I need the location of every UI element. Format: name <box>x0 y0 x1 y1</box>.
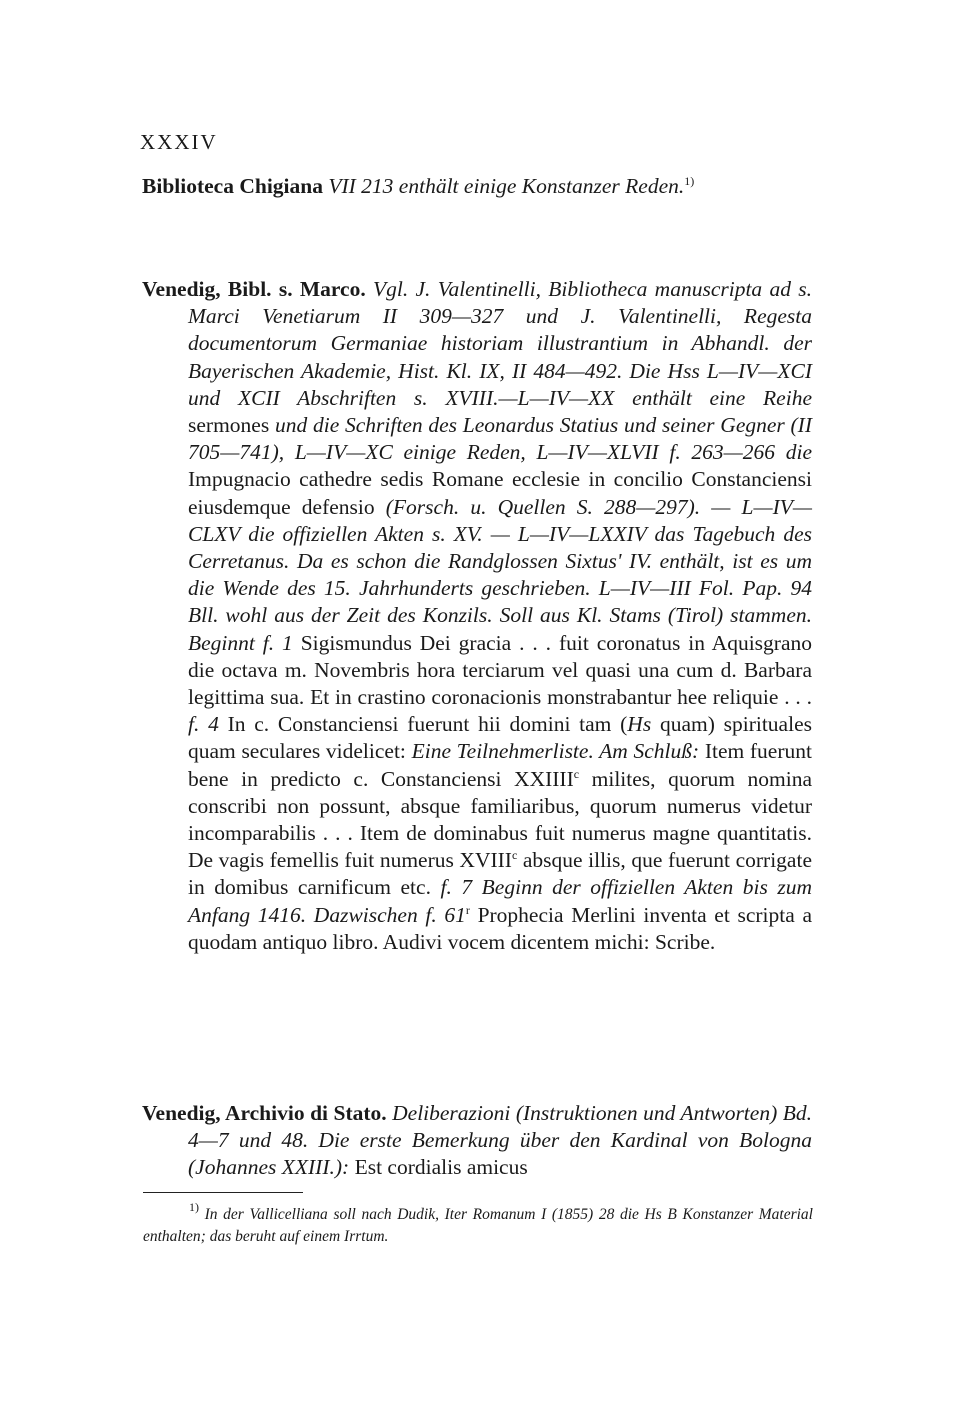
entry-text-roman: Prophecia Merlini inventa et scripta a quodam antiquo libro. Audivi vocem dicentem michi: Scribe. <box>188 902 812 954</box>
footnote <box>143 1200 813 1248</box>
entry-text-roman: milites, quorum nomina conscribi non possunt, absque familiaribus, quorum numerus videtur incomparabilis . . . Item de dominabus fuit numerus magne quantitatis. De vagis femellis fuit numerus XVIII <box>188 766 813 873</box>
entry-text-italic: Vgl. J. Valentinelli, Bibliotheca manuscripta ad s. Marci Venetiarum II 309—327 und J. Valentinelli, Regesta documentorum Germaniae historiam illustrantium in Abhandl. der Bayerischen Akademie, Hist. Kl. IX, II 484—492. Die Hss L—IV—XCI und XCII Abschriften s. XVIII.—L—IV—XX enthält eine Reihe <box>188 277 812 410</box>
entry-text-roman: Sigismundus Dei gracia . . . fuit coronatus in Aquisgrano die octava m. Novembris hora terciarum vel quasi una cum d. Barbara legittima sua. Et in crastino coronacionis monstrabantur hee reliquie . . . <box>188 630 812 710</box>
entry-text-roman: Item fuerunt bene in predicto c. Constanciensi XXIIII <box>188 739 812 791</box>
entry-text-roman: Impugnacio cathedre sedis Romane ecclesie in concilio Constanciensi eiusdemque defensio <box>188 467 812 519</box>
entry-text-italic: f. 4 <box>188 712 219 737</box>
entry-text-roman: absque illis, que fuerunt corrigate in domibus carnificum etc. <box>188 848 812 900</box>
superscript: c <box>573 766 580 781</box>
entry-text-roman: Est cordialis amicus <box>349 1155 528 1180</box>
entry-text-italic: f. 7 Beginn der offiziellen Akten bis zum Anfang 1416. Dazwischen f. 61 <box>188 875 812 927</box>
entry-text-italic: (Forsch. u. Quellen S. 288—297). — L—IV—CLXV die offiziellen Akten s. XV. — L—IV—LXXIV das Tagebuch des Cerretanus. Da es schon die Randglossen Sixtus' IV. enthält, ist es um die Wende des 15. Jahrhunderts geschrieben. L—IV—III Fol. Pap. 94 Bll. wohl aus der Zeit des Konzils. Soll aus Kl. Stams (Tirol) stammen. Beginnt f. 1 <box>188 494 812 655</box>
entry-text-roman: quam) spirituales quam seculares videlicet: <box>188 712 812 764</box>
entry-heading: Venedig, Bibl. s. Marco. <box>142 277 366 301</box>
entry-text-roman: sermones <box>188 413 275 438</box>
entry-text-italic: Hs <box>627 712 652 737</box>
footnote-rule <box>143 1192 303 1193</box>
entry-heading: Biblioteca Chigiana <box>142 174 323 198</box>
footnote-reference: 1) <box>684 174 695 188</box>
entry-text: VII 213 enthält einige Konstanzer Reden. <box>322 174 685 198</box>
entry-biblioteca-chigiana <box>142 173 812 200</box>
entry-heading: Venedig, Archivio di Stato. <box>142 1101 387 1125</box>
entry-text-italic: Deliberazioni (Instruktionen und Antworten) Bd. 4—7 und 48. Die erste Bemerkung über den Kardinal von Bologna (Johannes XXIII.): <box>188 1101 812 1180</box>
superscript: c <box>511 848 518 863</box>
footnote-text: In der Vallicelliana soll nach Dudik, Iter Romanum I (1855) 28 die Hs B Konstanzer Material enthalten; das beruht auf einem Irrtum. <box>143 1206 813 1245</box>
superscript: r <box>465 902 470 917</box>
page-number: XXXIV <box>140 130 218 154</box>
entry-text-italic: und die Schriften des Leonardus Statius und seiner Gegner (II 705—741), L—IV—XC einige Reden, L—IV—XLVII f. 263—266 die <box>188 413 813 465</box>
entry-text-italic: Eine Teilnehmerliste. Am Schluß: <box>411 739 700 764</box>
entry-venedig-bibl-marco <box>142 276 812 956</box>
entry-venedig-archivio <box>142 1100 812 1182</box>
entry-text-roman: In c. Constanciensi fuerunt hii domini tam ( <box>218 712 628 737</box>
footnote-mark: 1) <box>189 1200 199 1214</box>
